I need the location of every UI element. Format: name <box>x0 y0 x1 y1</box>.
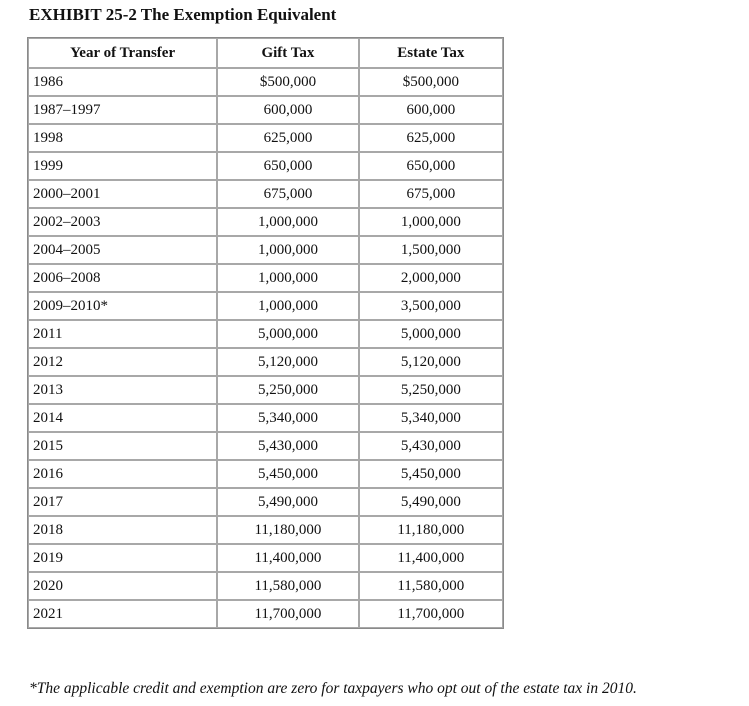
year-cell: 2019 <box>28 544 217 572</box>
table-row <box>28 460 503 488</box>
estate-tax-cell: 3,500,000 <box>359 292 503 320</box>
year-cell: 2006–2008 <box>28 264 217 292</box>
year-cell: 2012 <box>28 348 217 376</box>
gift-tax-cell: 5,490,000 <box>217 488 358 516</box>
header-estate-tax: Estate Tax <box>359 38 503 68</box>
year-cell: 1998 <box>28 124 217 152</box>
gift-tax-cell: 5,450,000 <box>217 460 358 488</box>
year-cell: 2021 <box>28 600 217 628</box>
table-row <box>28 320 503 348</box>
gift-tax-cell: 5,250,000 <box>217 376 358 404</box>
year-cell: 2002–2003 <box>28 208 217 236</box>
year-cell: 1999 <box>28 152 217 180</box>
gift-tax-cell: 625,000 <box>217 124 358 152</box>
table-row <box>28 264 503 292</box>
year-cell: 2016 <box>28 460 217 488</box>
estate-tax-cell: 5,340,000 <box>359 404 503 432</box>
year-cell: 2004–2005 <box>28 236 217 264</box>
table-row <box>28 236 503 264</box>
estate-tax-cell: 1,000,000 <box>359 208 503 236</box>
estate-tax-cell: $500,000 <box>359 68 503 96</box>
gift-tax-cell: 11,180,000 <box>217 516 358 544</box>
footnote: *The applicable credit and exemption are zero for taxpayers who opt out of the estate tax in 2010. <box>29 680 637 697</box>
table-row <box>28 68 503 96</box>
table-row <box>28 404 503 432</box>
gift-tax-cell: 11,580,000 <box>217 572 358 600</box>
gift-tax-cell: $500,000 <box>217 68 358 96</box>
gift-tax-cell: 5,000,000 <box>217 320 358 348</box>
estate-tax-cell: 5,250,000 <box>359 376 503 404</box>
gift-tax-cell: 5,340,000 <box>217 404 358 432</box>
table-row <box>28 348 503 376</box>
estate-tax-cell: 11,400,000 <box>359 544 503 572</box>
year-cell: 1987–1997 <box>28 96 217 124</box>
exemption-table <box>27 37 504 629</box>
year-cell: 2020 <box>28 572 217 600</box>
year-cell: 2013 <box>28 376 217 404</box>
gift-tax-cell: 600,000 <box>217 96 358 124</box>
estate-tax-cell: 5,430,000 <box>359 432 503 460</box>
table-row <box>28 432 503 460</box>
gift-tax-cell: 11,400,000 <box>217 544 358 572</box>
header-gift-tax: Gift Tax <box>217 38 358 68</box>
header-row <box>28 38 503 68</box>
table-row <box>28 180 503 208</box>
year-cell: 2018 <box>28 516 217 544</box>
year-cell: 2014 <box>28 404 217 432</box>
estate-tax-cell: 5,490,000 <box>359 488 503 516</box>
gift-tax-cell: 650,000 <box>217 152 358 180</box>
table-row <box>28 208 503 236</box>
estate-tax-cell: 650,000 <box>359 152 503 180</box>
table-header <box>28 38 503 68</box>
estate-tax-cell: 2,000,000 <box>359 264 503 292</box>
year-cell: 1986 <box>28 68 217 96</box>
table-row <box>28 292 503 320</box>
year-cell: 2000–2001 <box>28 180 217 208</box>
table-row <box>28 600 503 628</box>
gift-tax-cell: 1,000,000 <box>217 292 358 320</box>
year-cell: 2015 <box>28 432 217 460</box>
estate-tax-cell: 1,500,000 <box>359 236 503 264</box>
table-row <box>28 96 503 124</box>
estate-tax-cell: 11,700,000 <box>359 600 503 628</box>
header-year-of-transfer: Year of Transfer <box>28 38 217 68</box>
table-row <box>28 488 503 516</box>
table-row <box>28 124 503 152</box>
year-cell: 2017 <box>28 488 217 516</box>
table-row <box>28 572 503 600</box>
estate-tax-cell: 11,580,000 <box>359 572 503 600</box>
estate-tax-cell: 5,450,000 <box>359 460 503 488</box>
year-cell: 2011 <box>28 320 217 348</box>
table-row <box>28 544 503 572</box>
gift-tax-cell: 1,000,000 <box>217 236 358 264</box>
estate-tax-cell: 11,180,000 <box>359 516 503 544</box>
estate-tax-cell: 5,120,000 <box>359 348 503 376</box>
gift-tax-cell: 5,430,000 <box>217 432 358 460</box>
gift-tax-cell: 11,700,000 <box>217 600 358 628</box>
gift-tax-cell: 1,000,000 <box>217 208 358 236</box>
year-cell: 2009–2010* <box>28 292 217 320</box>
table-row <box>28 152 503 180</box>
exhibit-title: EXHIBIT 25-2 The Exemption Equivalent <box>29 5 337 24</box>
gift-tax-cell: 675,000 <box>217 180 358 208</box>
estate-tax-cell: 5,000,000 <box>359 320 503 348</box>
estate-tax-cell: 600,000 <box>359 96 503 124</box>
table-body <box>28 68 503 628</box>
estate-tax-cell: 675,000 <box>359 180 503 208</box>
estate-tax-cell: 625,000 <box>359 124 503 152</box>
gift-tax-cell: 5,120,000 <box>217 348 358 376</box>
table-row <box>28 376 503 404</box>
table-row <box>28 516 503 544</box>
gift-tax-cell: 1,000,000 <box>217 264 358 292</box>
